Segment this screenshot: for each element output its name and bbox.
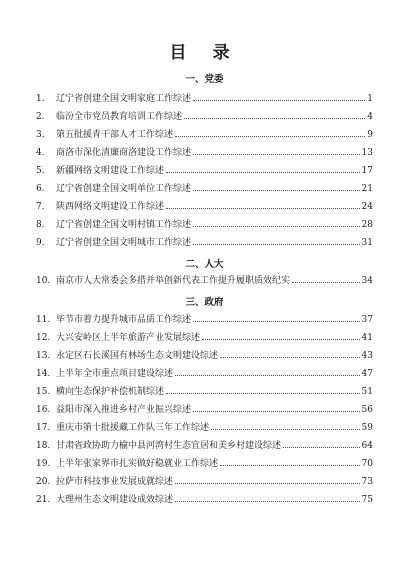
entry-page: 24 (361, 202, 373, 212)
dot-leader (193, 181, 360, 191)
entry-title: 毕节市着力提升城市品质工作综述 (56, 315, 192, 325)
entry-title: 临汾全市党员教育培训工作综述 (56, 112, 183, 122)
toc-entry[interactable] (36, 163, 373, 176)
toc-entry[interactable] (36, 145, 373, 158)
toc-entry[interactable] (36, 235, 373, 248)
entry-title: 南京市人大常委会多措并举创新代表工作提升履职质效纪实 (56, 276, 291, 286)
dot-leader (193, 235, 360, 245)
entry-number: 13. (36, 351, 51, 361)
entry-page: 73 (361, 477, 373, 487)
entry-page: 37 (361, 315, 373, 325)
section-heading-government: 三、政府 (185, 297, 224, 308)
entry-number: 19. (36, 459, 51, 469)
entry-title: 上半年全市重点项目建设综述 (56, 369, 174, 379)
toc-entry[interactable] (36, 348, 373, 361)
toc-title: 目 录 (169, 43, 240, 63)
entry-page: 13 (361, 148, 373, 158)
entry-page: 31 (361, 238, 373, 248)
toc-entry[interactable] (36, 474, 373, 487)
entry-title: 拉萨市科技事业发展成就综述 (56, 477, 174, 487)
dot-leader (175, 366, 360, 376)
entry-number: 10. (36, 276, 51, 286)
entry-number: 8. (36, 220, 45, 230)
entry-number: 1. (36, 94, 45, 104)
entry-number: 18. (36, 441, 51, 451)
dot-leader (220, 348, 360, 358)
dot-leader (175, 492, 360, 502)
entry-number: 11. (36, 315, 51, 325)
dot-leader (166, 199, 360, 209)
toc-entry[interactable] (36, 91, 373, 104)
entry-title: 新疆网络文明建设工作综述 (56, 166, 165, 176)
entry-title: 重庆市第十批援藏工作队三年工作综述 (56, 423, 210, 433)
entry-number: 6. (36, 184, 45, 194)
section-heading-npc: 二、人大 (185, 259, 224, 270)
toc-entry[interactable] (36, 384, 373, 397)
entry-number: 16. (36, 405, 51, 415)
entry-title: 大理州生态文明建设成效综述 (56, 495, 174, 505)
entry-number: 7. (36, 202, 45, 212)
entry-page: 34 (361, 276, 373, 286)
entry-title: 第五批援青干部人才工作综述 (56, 130, 174, 140)
entry-title: 辽宁省创建全国文明城市工作综述 (56, 238, 192, 248)
dot-leader (283, 438, 360, 448)
entry-number: 17. (36, 423, 51, 433)
entry-page: 17 (361, 166, 373, 176)
entry-title: 永定区石长溪国有林场生态文明建设综述 (56, 351, 219, 361)
entry-page: 70 (361, 459, 373, 469)
dot-leader (175, 474, 360, 484)
entry-title: 辽宁省创建全国文明单位工作综述 (56, 184, 192, 194)
toc-entry[interactable] (36, 438, 373, 451)
dot-leader (166, 384, 360, 394)
entry-page: 41 (361, 333, 373, 343)
entry-number: 3. (36, 130, 45, 140)
section-heading-party: 一、党委 (185, 74, 224, 85)
toc-entry[interactable] (36, 402, 373, 415)
toc-entry[interactable] (36, 312, 373, 325)
entry-page: 4 (367, 112, 373, 122)
entry-title: 益阳市深入推进乡村产业振兴综述 (56, 405, 192, 415)
entry-page: 21 (361, 184, 373, 194)
toc-entry[interactable] (36, 199, 373, 212)
entry-page: 59 (361, 423, 373, 433)
entry-number: 12. (36, 333, 51, 343)
entry-number: 4. (36, 148, 45, 158)
entry-page: 51 (361, 387, 373, 397)
dot-leader (193, 312, 360, 322)
dot-leader (193, 145, 360, 155)
dot-leader (193, 217, 360, 227)
dot-leader (184, 109, 365, 119)
toc-entry[interactable] (36, 273, 373, 286)
entry-title: 大兴安岭区上半年旅游产业发展综述 (56, 333, 201, 343)
dot-leader (193, 402, 360, 412)
entry-page: 9 (367, 130, 373, 140)
toc-entry[interactable] (36, 366, 373, 379)
toc-entry[interactable] (36, 456, 373, 469)
entry-number: 2. (36, 112, 45, 122)
entry-page: 1 (367, 94, 373, 104)
entry-page: 75 (361, 495, 373, 505)
entry-number: 21. (36, 495, 51, 505)
dot-leader (166, 163, 360, 173)
toc-entry[interactable] (36, 420, 373, 433)
entry-page: 64 (361, 441, 373, 451)
entry-number: 9. (36, 238, 45, 248)
toc-entry[interactable] (36, 492, 373, 505)
entry-title: 陕西网络文明建设工作综述 (56, 202, 165, 212)
entry-title: 商洛市深化清廉商洛建设工作综述 (56, 148, 192, 158)
dot-leader (193, 91, 365, 101)
toc-entry[interactable] (36, 181, 373, 194)
entry-page: 43 (361, 351, 373, 361)
toc-entry[interactable] (36, 127, 373, 140)
entry-number: 20. (36, 477, 51, 487)
entry-number: 15. (36, 387, 51, 397)
toc-entry[interactable] (36, 217, 373, 230)
dot-leader (220, 456, 360, 466)
entry-title: 上半年张家界市扎实做好稳就业工作综述 (56, 459, 219, 469)
entry-title: 辽宁省创建全国文明村镇工作综述 (56, 220, 192, 230)
entry-page: 47 (361, 369, 373, 379)
dot-leader (292, 273, 360, 283)
entry-page: 56 (361, 405, 373, 415)
entry-title: 横向生态保护补偿机制综述 (56, 387, 165, 397)
dot-leader (175, 127, 365, 137)
entry-title: 甘肃省政协助力榆中县河湾村生态宜居和美乡村建设综述 (56, 441, 282, 451)
dot-leader (211, 420, 360, 430)
toc-entry[interactable] (36, 109, 373, 122)
dot-leader (202, 330, 360, 340)
entry-number: 5. (36, 166, 45, 176)
entry-title: 辽宁省创建全国文明家庭工作综述 (56, 94, 192, 104)
entry-page: 28 (361, 220, 373, 230)
entry-number: 14. (36, 369, 51, 379)
toc-entry[interactable] (36, 330, 373, 343)
